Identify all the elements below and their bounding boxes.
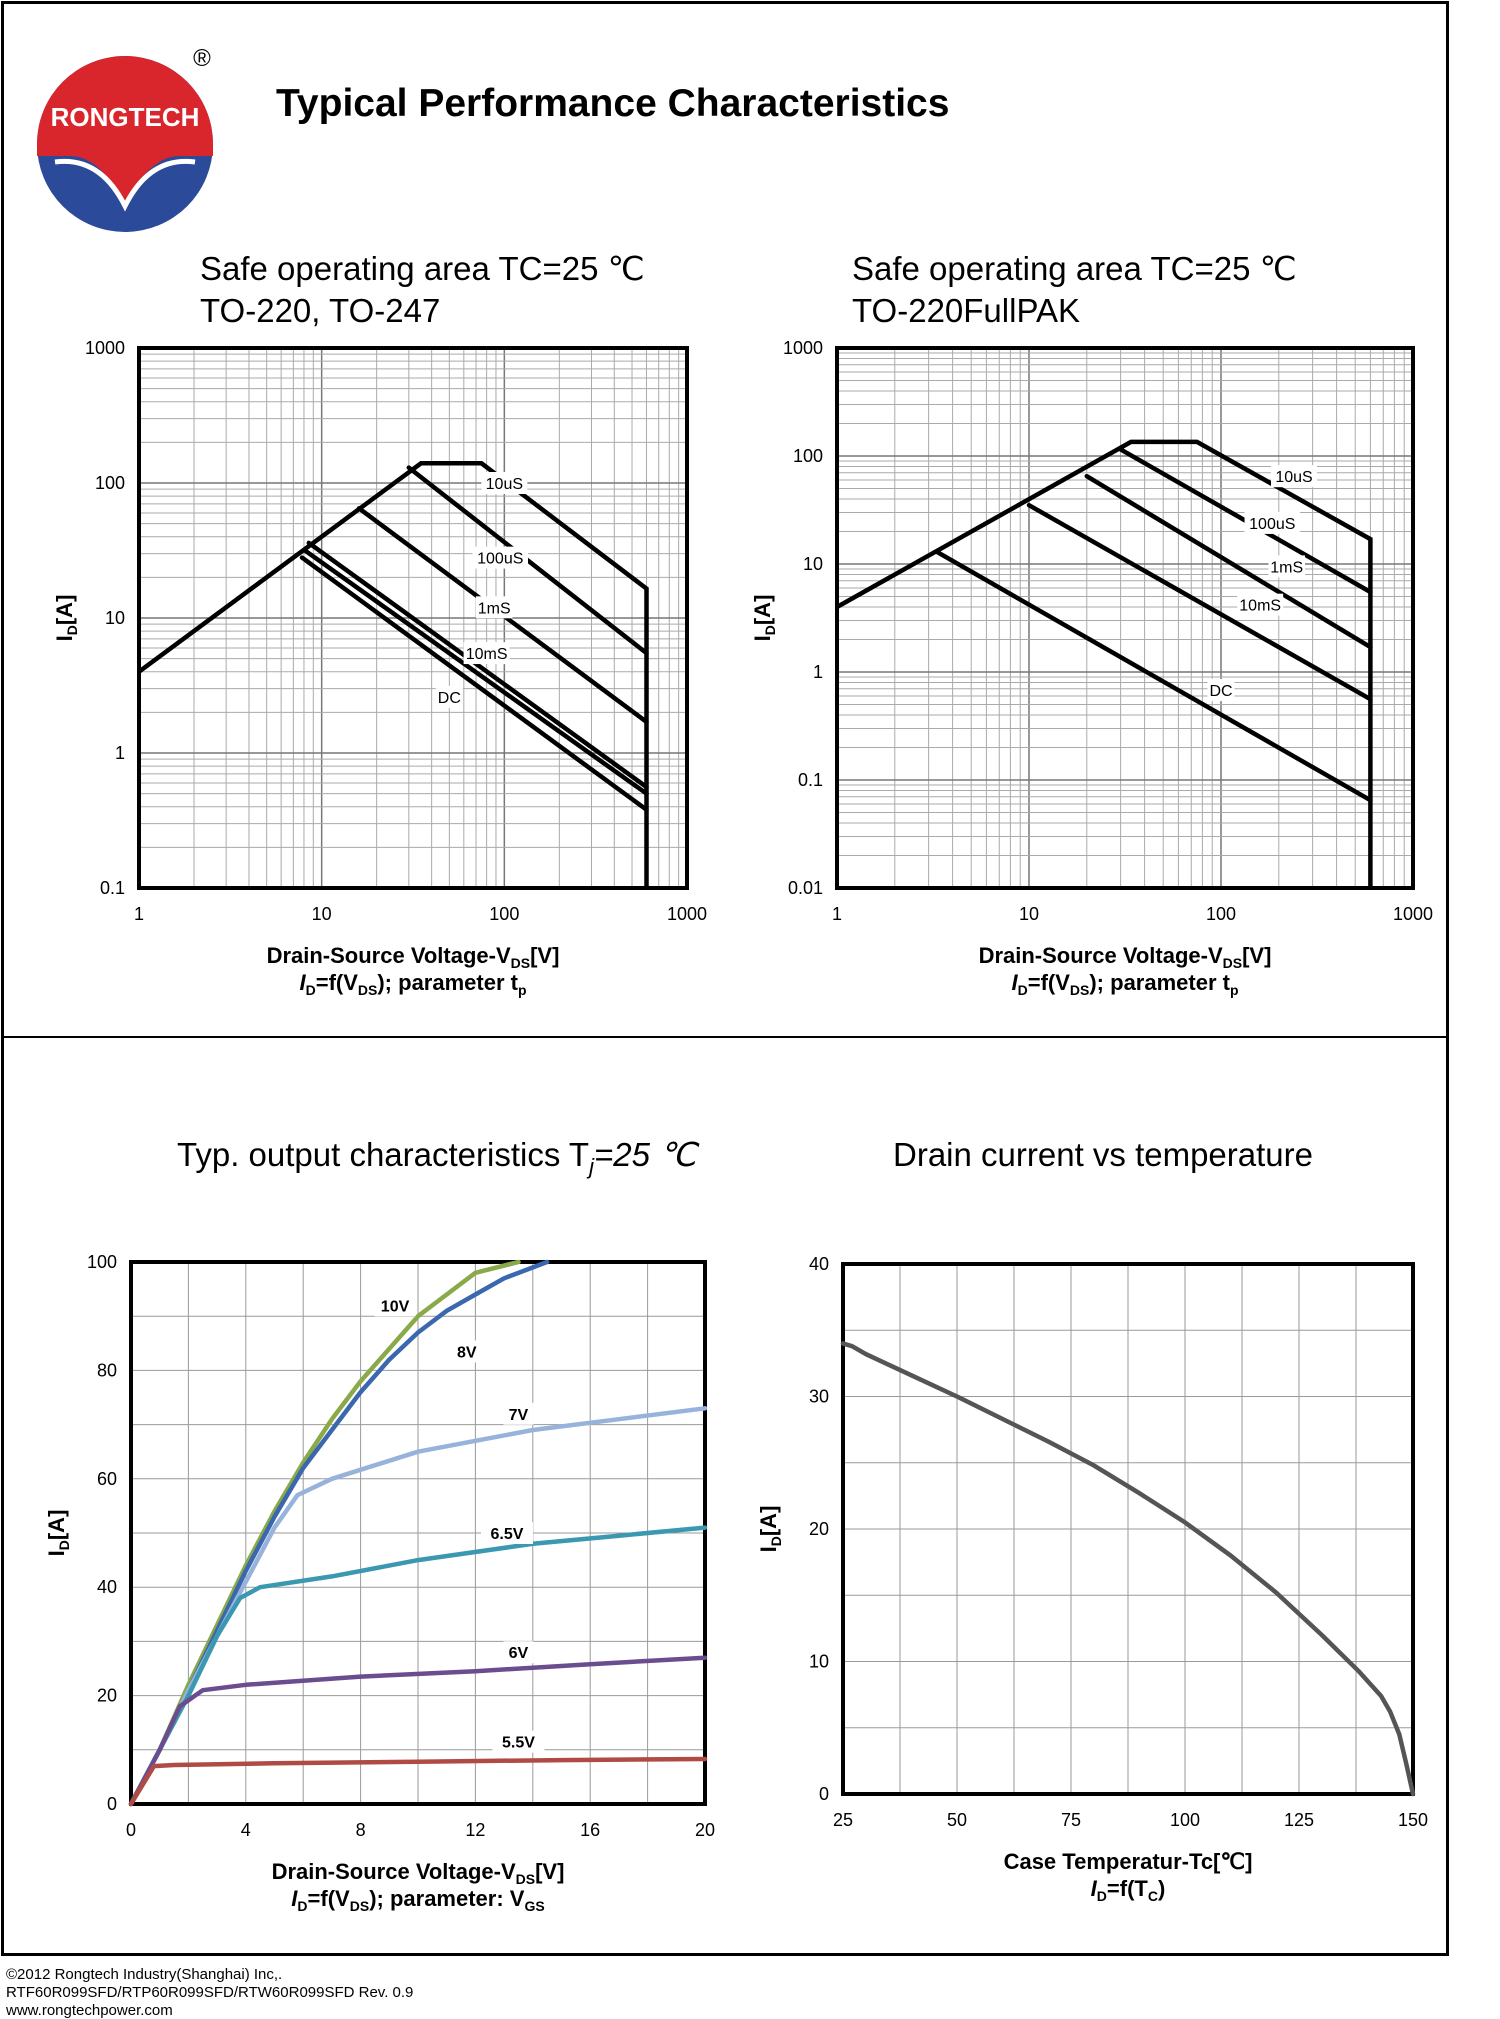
chart4-title-main: Drain current vs temperature bbox=[893, 1136, 1313, 1173]
chart3-series-8v-label: 8V bbox=[457, 1344, 477, 1362]
chart3-xlabel-part-0: Drain-Source Voltage-V bbox=[271, 1859, 516, 1884]
chart4-ylabel bbox=[756, 1506, 784, 1553]
chart4-xtick-label: 150 bbox=[1397, 1810, 1429, 1830]
chart2-caption-part-3: DS bbox=[1069, 982, 1090, 998]
chart3-ytick-label: 100 bbox=[86, 1252, 117, 1272]
chart2-series-10ms-label: 10mS bbox=[1239, 597, 1282, 615]
chart3-ytick-label: 40 bbox=[96, 1577, 117, 1598]
chart2-xtick-label: 1 bbox=[831, 904, 843, 924]
chart2-xlabel-part-0: Drain-Source Voltage-V bbox=[978, 943, 1223, 968]
chart4-xlabel-part-0: Case Temperatur-Tc[℃] bbox=[1003, 1849, 1253, 1874]
chart4-caption-part-4: ) bbox=[1158, 1876, 1166, 1901]
chart1-xlabel-part-1: DS bbox=[510, 955, 531, 971]
chart3-series-5_5v-label: 5.5V bbox=[501, 1734, 535, 1752]
chart2-xtick-label: 100 bbox=[1205, 904, 1237, 924]
chart3-series-6_5v-label: 6.5V bbox=[490, 1526, 524, 1543]
chart4-caption-part-0: I bbox=[1090, 1876, 1097, 1901]
chart1-series-dc-label: DC bbox=[437, 689, 461, 707]
chart4-ylabel-part-1: D bbox=[768, 1536, 784, 1547]
chart1-caption-part-2: =f(V bbox=[315, 970, 358, 995]
chart4-caption-part-3: C bbox=[1147, 1888, 1158, 1904]
chart1-series-1ms-label: 1mS bbox=[477, 600, 511, 618]
chart2-ytick-label: 0.1 bbox=[797, 770, 823, 790]
chart4-ytick-label: 40 bbox=[808, 1254, 829, 1274]
chart3-xtick-label: 12 bbox=[465, 1820, 486, 1840]
chart2-ytick-label: 10 bbox=[802, 554, 823, 574]
chart4-ylabel-group bbox=[756, 1506, 784, 1553]
chart1-ytick-label: 1000 bbox=[84, 338, 125, 358]
chart1-xtick-label: 1 bbox=[133, 904, 145, 924]
chart2-title-line2: TO-220FullPAK bbox=[852, 292, 1081, 329]
chart4-ylabel-part-0: I bbox=[756, 1546, 781, 1553]
chart3-caption-part-1: D bbox=[297, 1898, 308, 1914]
chart2-ytick-label: 1000 bbox=[782, 338, 823, 358]
chart3-ylabel-part-2: [A] bbox=[44, 1509, 69, 1541]
chart3-series-6v-label: 6V bbox=[508, 1645, 529, 1663]
chart3-ylabel-part-1: D bbox=[56, 1540, 72, 1551]
chart3-ytick-label: 0 bbox=[106, 1794, 117, 1814]
chart1-xtick-label: 100 bbox=[489, 904, 520, 924]
chart3-xtick-label: 16 bbox=[580, 1820, 601, 1840]
chart1-caption-part-4: ); parameter t bbox=[377, 970, 518, 995]
chart3-ylabel-part-0: I bbox=[44, 1550, 69, 1557]
chart4-xtick-label: 50 bbox=[946, 1810, 968, 1830]
chart2-title-line1: Safe operating area TC=25 ℃ bbox=[852, 250, 1297, 287]
chart4-ytick-label: 20 bbox=[808, 1519, 829, 1539]
chart1-caption-part-5: p bbox=[517, 982, 527, 998]
registered-mark: ® bbox=[193, 45, 211, 72]
chart2-xlabel-part-1: DS bbox=[1222, 955, 1243, 971]
chart4-xtick-label: 125 bbox=[1283, 1810, 1315, 1830]
chart1-xlabel-part-2: [V] bbox=[530, 943, 560, 968]
page-title: Typical Performance Characteristics bbox=[276, 82, 950, 125]
chart3-xtick-label: 4 bbox=[240, 1820, 251, 1840]
chart4-grid bbox=[843, 1264, 1413, 1794]
chart4-ylabel-part-2: [A] bbox=[756, 1505, 781, 1537]
chart4-xtick-label: 25 bbox=[832, 1810, 854, 1830]
chart1-ytick-label: 100 bbox=[94, 473, 125, 493]
chart4-ytick-label: 10 bbox=[808, 1651, 829, 1672]
chart2-ytick-label: 1 bbox=[812, 662, 823, 682]
chart4-xtick-label: 100 bbox=[1169, 1810, 1201, 1830]
chart2-xtick-label: 10 bbox=[1018, 904, 1040, 924]
chart2-series-100us-label: 100uS bbox=[1249, 515, 1296, 533]
logo-brand-text: RONGTECH bbox=[50, 102, 200, 132]
chart2-ylabel-part-2: [A] bbox=[750, 594, 775, 626]
footer-website: www.rongtechpower.com bbox=[6, 2002, 173, 2019]
chart3-title-main: Typ. output characteristics T bbox=[177, 1136, 590, 1173]
chart1-title-line1: Safe operating area TC=25 ℃ bbox=[200, 250, 645, 287]
chart3-ytick-label: 20 bbox=[96, 1685, 117, 1706]
chart3-title-sub: j bbox=[589, 1154, 594, 1179]
chart3-ytick-label: 80 bbox=[96, 1360, 117, 1381]
chart2-series-dc-label: DC bbox=[1209, 683, 1233, 701]
chart1-caption-part-1: D bbox=[305, 982, 316, 998]
chart3-caption-part-3: DS bbox=[349, 1898, 370, 1914]
chart1-title-line2: TO-220, TO-247 bbox=[200, 292, 441, 329]
chart4-xtick-label: 75 bbox=[1060, 1810, 1082, 1830]
chart4-ytick-label: 0 bbox=[818, 1784, 829, 1804]
chart2-ytick-label: 100 bbox=[792, 446, 823, 466]
chart2-caption-part-1: D bbox=[1017, 982, 1028, 998]
chart4-xlabel bbox=[1004, 1849, 1253, 1874]
chart3-xtick-label: 0 bbox=[125, 1820, 137, 1840]
chart3-title-tail: =25 ℃ bbox=[593, 1136, 697, 1173]
chart2-series-1ms-label: 1mS bbox=[1270, 559, 1304, 577]
chart3-series-10v-label: 10V bbox=[380, 1298, 410, 1316]
chart2-ylabel-part-1: D bbox=[762, 625, 778, 636]
chart1-xtick-label: 10 bbox=[311, 904, 332, 924]
chart1-caption-part-0: I bbox=[299, 970, 306, 995]
chart2-caption-part-0: I bbox=[1011, 970, 1018, 995]
chart4-caption-part-2: =f(T bbox=[1106, 1876, 1148, 1901]
chart3-caption-part-2: =f(V bbox=[307, 1886, 350, 1911]
chart3-caption-part-5: GS bbox=[524, 1898, 545, 1914]
chart2-ytick-label: 0.01 bbox=[787, 878, 823, 898]
chart2-caption-part-4: ); parameter t bbox=[1089, 970, 1230, 995]
chart4-ytick-label: 30 bbox=[808, 1386, 829, 1407]
chart4-caption bbox=[1091, 1876, 1166, 1904]
chart1-caption-part-3: DS bbox=[357, 982, 378, 998]
chart1-xlabel-part-0: Drain-Source Voltage-V bbox=[266, 943, 511, 968]
chart2-caption-part-5: p bbox=[1229, 982, 1239, 998]
chart2-xtick-label: 1000 bbox=[1392, 904, 1434, 924]
chart3-xtick-label: 8 bbox=[355, 1820, 366, 1840]
chart1-xtick-label: 1000 bbox=[666, 904, 708, 924]
chart3-xlabel-part-1: DS bbox=[515, 1871, 536, 1887]
chart2-xlabel-part-2: [V] bbox=[1242, 943, 1272, 968]
chart3-caption-part-0: I bbox=[291, 1886, 298, 1911]
footer-part-numbers: RTF60R099SFD/RTP60R099SFD/RTW60R099SFD Rev. 0.9 bbox=[6, 1984, 414, 2001]
chart3-xlabel-part-2: [V] bbox=[535, 1859, 565, 1884]
chart3-xtick-label: 20 bbox=[694, 1820, 716, 1840]
chart1-series-100us-label: 100uS bbox=[477, 550, 524, 568]
chart2-ylabel-part-0: I bbox=[750, 635, 775, 642]
chart1-ylabel-part-1: D bbox=[64, 625, 80, 636]
chart3-caption-part-4: ); parameter: V bbox=[369, 1886, 525, 1911]
chart1-ytick-label: 1 bbox=[114, 743, 125, 763]
chart2-caption-part-2: =f(V bbox=[1027, 970, 1070, 995]
chart1-ytick-label: 10 bbox=[104, 608, 125, 628]
chart1-ylabel-part-2: [A] bbox=[52, 594, 77, 626]
chart3-series-7v-label: 7V bbox=[508, 1406, 529, 1424]
chart4-caption-part-1: D bbox=[1096, 1888, 1107, 1904]
chart1-ytick-label: 0.1 bbox=[99, 878, 125, 898]
chart1-ylabel-part-0: I bbox=[52, 635, 77, 642]
footer-copyright: ©2012 Rongtech Industry(Shanghai) Inc,. bbox=[6, 1966, 283, 1983]
chart3-ytick-label: 60 bbox=[96, 1468, 117, 1489]
chart1-series-10us-label: 10uS bbox=[485, 476, 524, 493]
chart1-series-10ms-label: 10mS bbox=[465, 646, 508, 664]
chart2-series-10us-label: 10uS bbox=[1275, 469, 1313, 487]
